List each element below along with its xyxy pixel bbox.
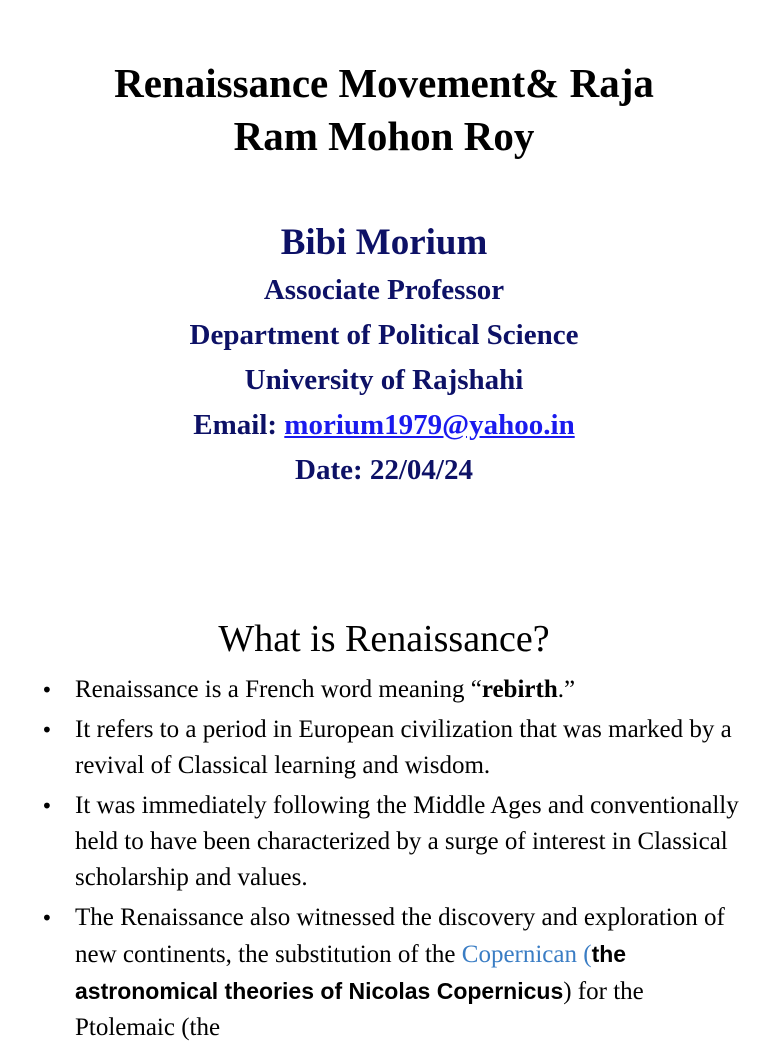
author-email-line — [0, 403, 768, 448]
bullet-text: It refers to a period in European civilization that was marked by a revival of Classical learning and wisdom. — [75, 716, 732, 779]
author-university: University of Rajshahi — [244, 364, 524, 396]
presentation-date: Date: 22/04/24 — [295, 454, 473, 486]
bullet-item-period — [0, 712, 768, 784]
bullet-item-rebirth — [0, 672, 768, 708]
bullet-icon: • — [41, 678, 53, 702]
email-label: Email: — [193, 409, 285, 441]
bullet-list — [0, 672, 768, 1050]
what-is-renaissance-slide — [0, 600, 768, 1041]
author-department: Department of Political Science — [189, 319, 579, 351]
author-name: Bibi Morium — [280, 222, 488, 263]
bullet-text: It was immediately following the Middle Ages and conventionally held to have been characterized by a surge of interest in Classical scholarship and values. — [75, 792, 739, 891]
copernicus-note: the astronomical theories of Nicolas Copernicus — [75, 941, 627, 1004]
author-info — [0, 218, 768, 493]
author-position: Associate Professor — [263, 274, 505, 306]
bullet-icon: • — [41, 794, 53, 818]
copernican-link[interactable]: Copernican ( — [461, 941, 592, 968]
bullet-text: The Renaissance also witnessed the discovery and exploration of new continents, the substitution of the — [75, 904, 725, 968]
bullet-text-end: .” — [557, 676, 576, 703]
title-line-2: Ram Mohon Roy — [233, 113, 535, 159]
bullet-icon: • — [41, 906, 53, 930]
email-link[interactable]: morium1979@yahoo.in — [284, 409, 575, 441]
bullet-bold-text: rebirth — [481, 676, 558, 703]
bullet-text: Renaissance is a French word meaning “ — [75, 676, 482, 703]
slide-heading: What is Renaissance? — [218, 618, 550, 660]
bullet-item-middle-ages — [0, 788, 768, 896]
presentation-title — [40, 57, 728, 163]
title-line-1: Renaissance Movement& Raja — [114, 60, 654, 106]
bullet-item-discovery — [0, 900, 768, 1046]
bullet-text-end: ) for the Ptolemaic (the — [75, 978, 644, 1041]
bullet-icon: • — [41, 718, 53, 742]
